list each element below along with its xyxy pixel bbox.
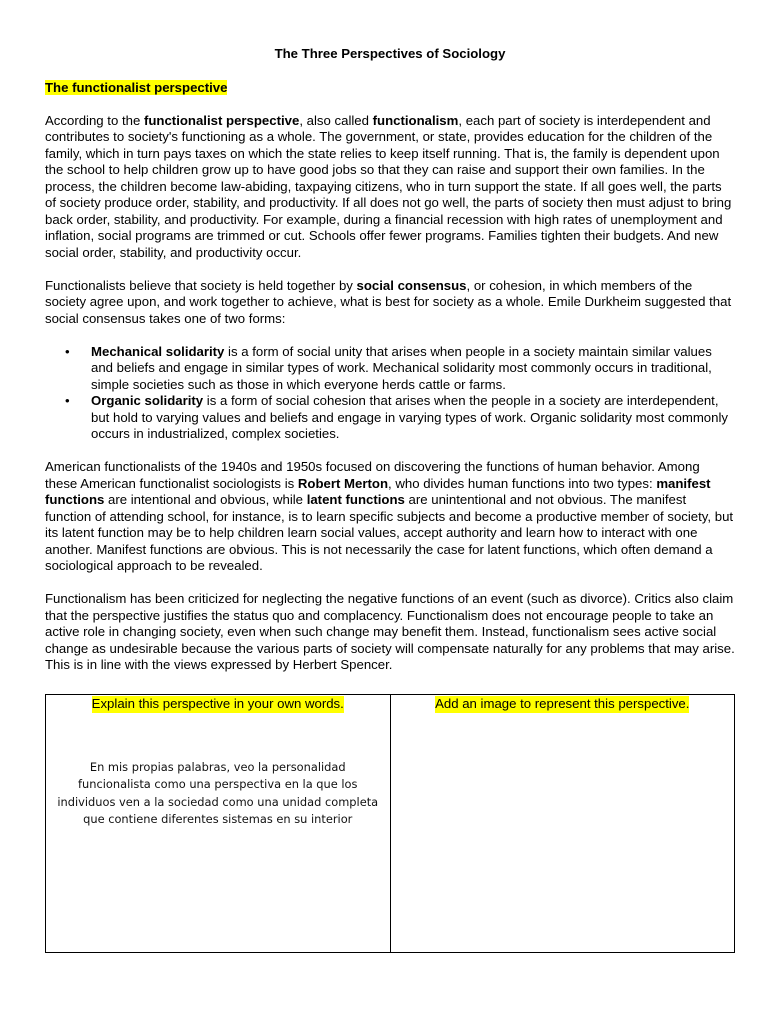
document-page xyxy=(45,46,735,674)
term-manifest-functions: manifest functions xyxy=(45,475,711,507)
text-run: , also called xyxy=(299,112,373,128)
text-run: , who divides human functions into two types: xyxy=(388,475,657,491)
text-run: , or cohesion, in which members of the society agree upon, and work together to achieve, what is best for society as a whole. Emile Durkheim suggested that social consensus takes one of two forms: xyxy=(45,277,732,326)
text-run: is a form of social unity that arises when people in a society maintain similar values and beliefs and engage in similar types of work. Mechanical solidarity most commonly occurs in traditional, simple societies such as those in which everyone herds cattle or farms. xyxy=(91,343,712,392)
bullet: • xyxy=(65,393,70,408)
term-functionalist-perspective: functionalist perspective xyxy=(143,112,300,128)
text-run: American functionalists of the 1940s and 1950s focused on discovering the functions of human behavior. Among these American functionalist sociologists is xyxy=(45,459,700,491)
section-title-text: The functionalist perspective xyxy=(45,79,228,95)
term-social-consensus: social consensus xyxy=(356,277,467,293)
list-item xyxy=(45,393,735,443)
explanation-header: Explain this perspective in your own words. xyxy=(91,696,344,711)
list-item xyxy=(45,344,735,394)
term-robert-merton: Robert Merton xyxy=(297,475,389,491)
page-title: The Three Perspectives of Sociology xyxy=(274,46,506,61)
text-run: According to the xyxy=(45,112,144,128)
term-mechanical-solidarity: Mechanical solidarity xyxy=(91,343,225,359)
explanation-cell[interactable] xyxy=(46,695,391,953)
text-run: is a form of social cohesion that arises when the people in a society are interdependent, but hold to varying values and beliefs and engage in varying types of work. Organic solidarity most commonly occurs in industrialized, complex societies. xyxy=(91,393,728,441)
image-cell[interactable] xyxy=(390,695,735,953)
student-answer[interactable]: En mis propias palabras, veo la personalidad funcionalista como una perspectiva en la que los individuos ven a la sociedad como una unidad completa que contiene diferentes sistemas en su interior xyxy=(57,759,379,826)
term-organic-solidarity: Organic solidarity xyxy=(91,393,204,408)
response-table xyxy=(45,694,735,953)
bullet: • xyxy=(65,343,70,359)
paragraph-3 xyxy=(45,459,735,575)
text-run: are intentional and obvious, while xyxy=(104,492,307,507)
image-header: Add an image to represent this perspective. xyxy=(435,696,690,711)
text-run: Functionalists believe that society is held together by xyxy=(45,277,357,293)
section-title xyxy=(45,80,735,97)
solidarity-list xyxy=(45,344,735,443)
term-functionalism: functionalism xyxy=(372,112,459,128)
paragraph-4: Functionalism has been criticized for neglecting the negative functions of an event (such as divorce). Critics also claim that the perspective justifies the status quo and complacency. Functionalism does not encourage people to take an active role in changing society, even when such change may benefit them. Instead, functionalism sees active social change as undesirable because the various parts of society will compensate naturally for any problems that may arise. This is in line with the views expressed by Herbert Spencer. xyxy=(45,591,735,672)
paragraph-2 xyxy=(45,278,735,328)
paragraph-1 xyxy=(45,113,735,262)
text-run: are unintentional and not obvious. The manifest function of attending school, for instance, is to learn specific subjects and become a productive member of society, but its latent function may be to help children learn social values, accept authority and learn how to interact with one another. Manifest functions are obvious. This is not necessarily the case for latent functions, which often demand a sociological approach to be revealed. xyxy=(45,492,734,573)
term-latent-functions: latent functions xyxy=(306,492,405,507)
text-run: , each part of society is interdependent and contributes to society's functioning as a whole. The government, or state, provides education for the children of the family, which in turn pays taxes on which the state relies to keep itself running. That is, the family is dependent upon the school to help children grow up to have good jobs so that they can raise and support their own families. In the process, the children become law-abiding, taxpaying citizens, who in turn support the state. If all goes well, the parts of society produce order, stability, and productivity. If all does not go well, the parts of society then must adjust to bring back order, stability, and productivity. For example, during a financial recession with high rates of unemployment and inflation, social programs are trimmed or cut. Schools offer fewer programs. Families tighten their budgets. And new social order, stability, and productivity occur. xyxy=(45,112,732,260)
